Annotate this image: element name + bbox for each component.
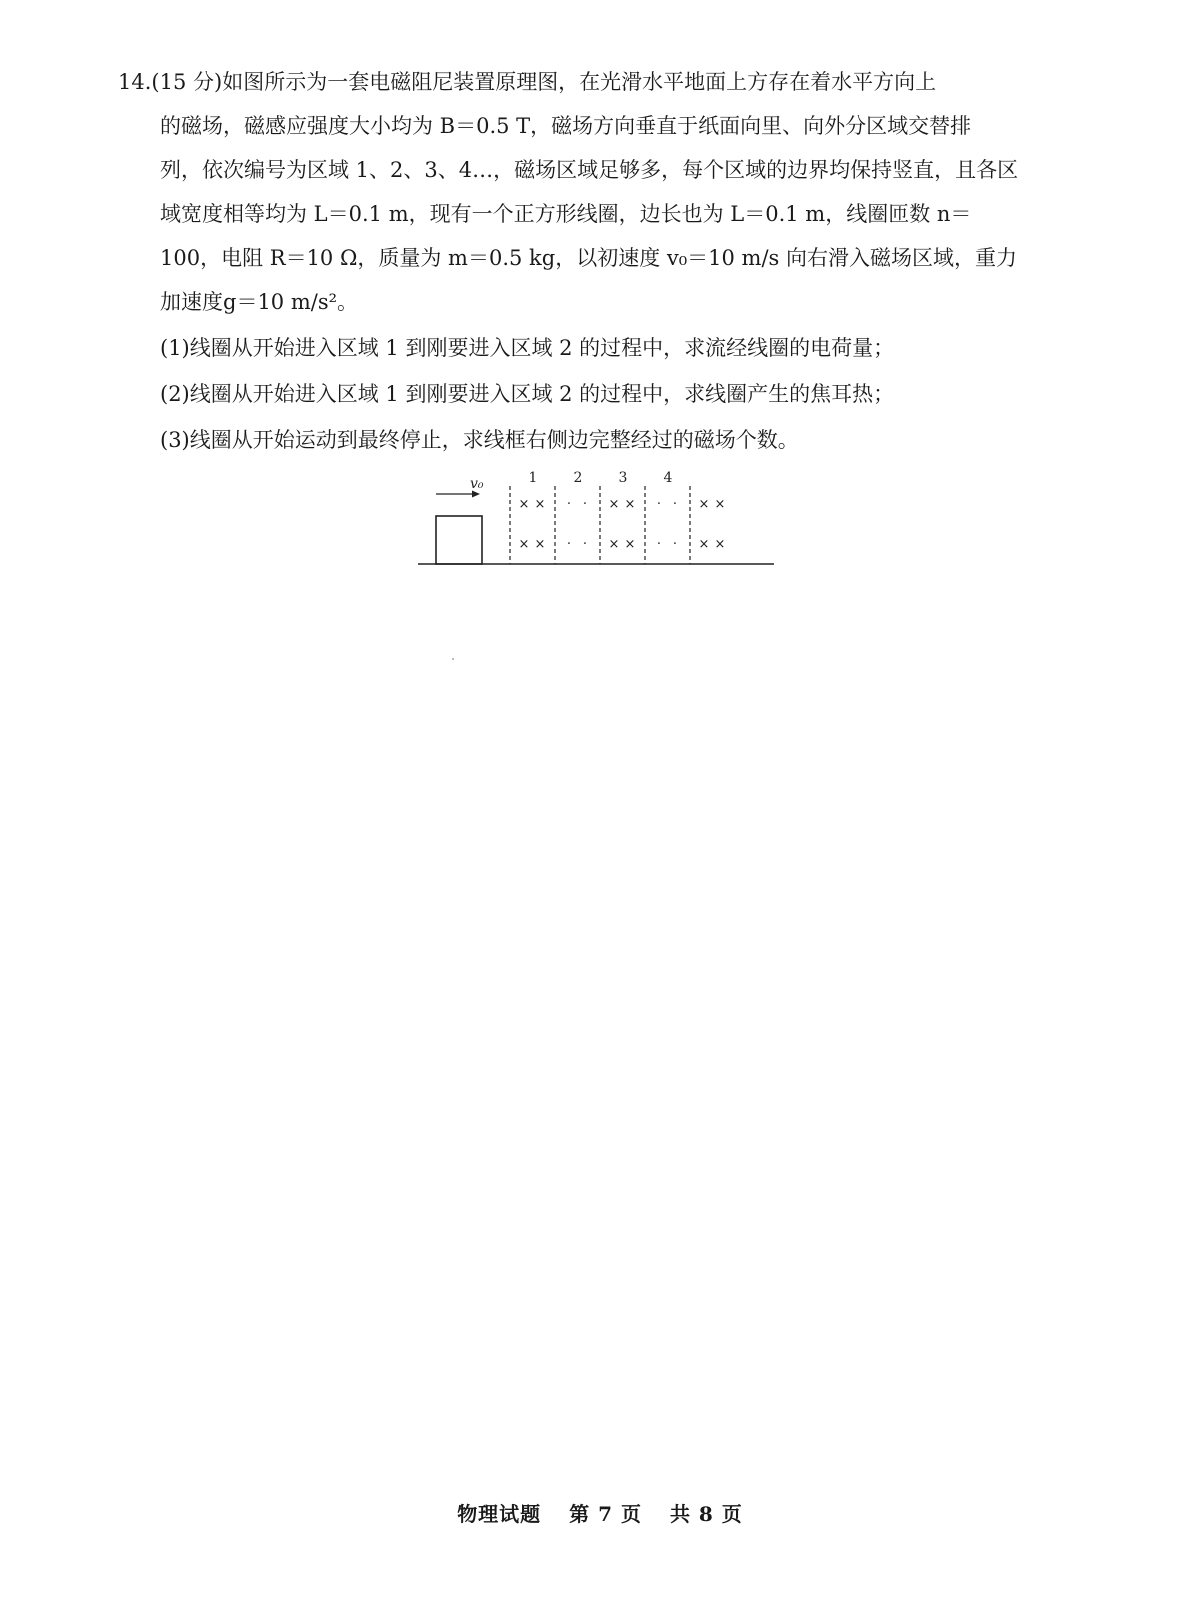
diagram-svg [418,466,778,576]
footer-total-pages: 共 8 页 [669,1502,743,1526]
field-into-mark: × [698,537,710,552]
field-into-mark: × [534,537,546,552]
field-into-mark: × [714,537,726,552]
question-1: (1)线圈从开始进入区域 1 到刚要进入区域 2 的过程中，求流经线圈的电荷量； [160,336,895,360]
region-label: 2 [573,470,583,486]
field-out-mark: · [656,497,662,512]
footer-page-number: 第 7 页 [569,1502,642,1526]
field-out-mark: · [566,497,572,512]
region-label: 1 [528,470,538,486]
field-out-mark: · [656,537,662,552]
problem-text-line: 的磁场，磁感应强度大小均为 B＝0.5 T，磁场方向垂直于纸面向里、向外分区域交替排 [160,114,972,138]
question-3: (3)线圈从开始运动到最终停止，求线框右侧边完整经过的磁场个数。 [160,428,799,452]
region-label: 3 [618,470,628,486]
problem-text-line: 100，电阻 R＝10 Ω，质量为 m＝0.5 kg，以初速度 v₀＝10 m/s 向右滑入磁场区域，重力 [160,246,1017,270]
page-footer [0,1498,1200,1527]
field-into-mark: × [518,497,530,512]
problem-number: 14. [118,70,152,94]
problem-text-line: 加速度g＝10 m/s²。 [160,290,359,314]
problem-14 [118,60,1048,324]
field-out-mark: · [566,537,572,552]
field-into-mark: × [624,537,636,552]
field-out-mark: · [672,497,678,512]
question-2: (2)线圈从开始进入区域 1 到刚要进入区域 2 的过程中，求线圈产生的焦耳热； [160,382,895,406]
problem-line-1 [118,60,1048,104]
region-label: 4 [663,470,673,486]
field-into-mark: × [624,497,636,512]
field-out-mark: · [582,497,588,512]
field-into-mark: × [698,497,710,512]
field-into-mark: × [608,497,620,512]
magnetic-damping-diagram [418,466,778,576]
velocity-label: v₀ [470,476,484,492]
problem-text-line: 列，依次编号为区域 1、2、3、4…，磁场区域足够多，每个区域的边界均保持竖直，且各区 [160,158,1019,182]
field-into-mark: × [714,497,726,512]
problem-text-line: (15 分)如图所示为一套电磁阻尼装置原理图，在光滑水平地面上方存在着水平方向上 [151,70,937,94]
field-into-mark: × [518,537,530,552]
square-coil [436,516,482,564]
scan-speck [452,658,454,660]
footer-subject: 物理试题 [457,1502,542,1526]
field-out-mark: · [672,537,678,552]
field-out-mark: · [582,537,588,552]
problem-text-line: 域宽度相等均为 L＝0.1 m，现有一个正方形线圈，边长也为 L＝0.1 m，线圈匝数 n＝ [160,202,972,226]
field-regions [510,470,725,564]
field-into-mark: × [608,537,620,552]
field-into-mark: × [534,497,546,512]
